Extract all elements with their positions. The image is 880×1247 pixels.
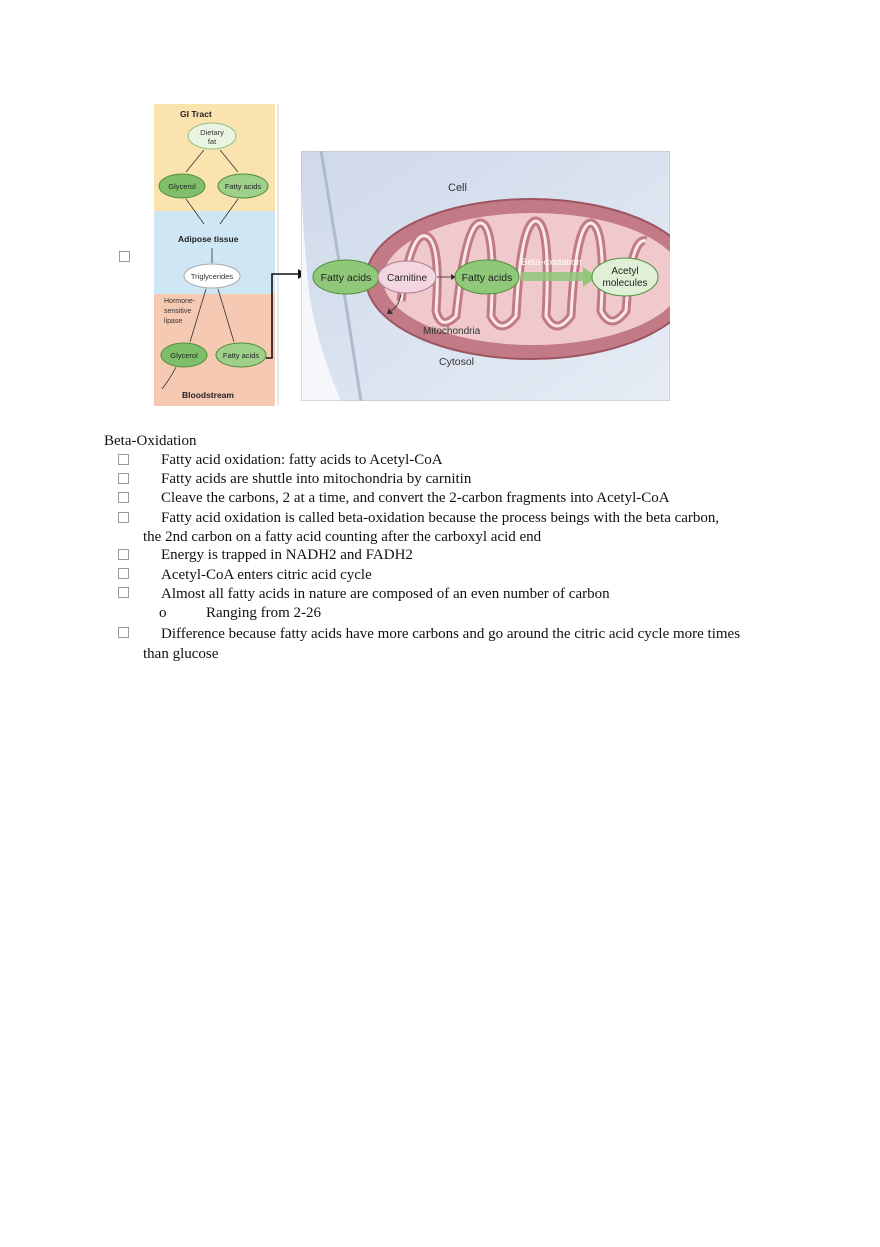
svg-text:molecules: molecules — [602, 278, 648, 289]
sub-bullet-text: Ranging from 2-26 — [206, 605, 321, 621]
bullet-box — [118, 627, 129, 638]
bloodstream-label: Bloodstream — [182, 390, 234, 400]
bullet-box — [119, 251, 130, 262]
bullet-box — [118, 568, 129, 579]
fat-transport-diagram — [154, 104, 280, 406]
bullet-text: Fatty acid oxidation: fatty acids to Acetyl-CoA — [161, 452, 443, 468]
bullet-box — [118, 454, 129, 465]
bullet-box — [118, 587, 129, 598]
bullet-box — [118, 473, 129, 484]
adipose-label: Adipose tissue — [178, 234, 239, 244]
bullet-box — [118, 512, 129, 523]
bullet-text-continued: the 2nd carbon on a fatty acid counting after the carboxyl acid end — [143, 529, 542, 545]
svg-text:Fatty acids: Fatty acids — [224, 182, 262, 191]
mitochondria-diagram — [301, 151, 670, 401]
bullet-box — [118, 549, 129, 560]
cell-label: Cell — [448, 182, 467, 194]
acetyl-molecules-node — [592, 258, 658, 296]
bullet-text: Difference because fatty acids have more carbons and go around the citric acid cycle more times — [161, 626, 741, 642]
svg-text:Triglycerides: Triglycerides — [190, 272, 234, 281]
svg-text:Glycerol: Glycerol — [168, 182, 196, 191]
svg-text:Acetyl: Acetyl — [611, 266, 639, 277]
bullet-text: Almost all fatty acids in nature are composed of an even number of carbon — [161, 586, 610, 602]
bullet-text: Fatty acid oxidation is called beta-oxidation because the process beings with the beta carbon, — [161, 510, 720, 526]
svg-text:lipase: lipase — [164, 318, 183, 325]
bullet-text: Fatty acids are shuttle into mitochondria by carnitin — [161, 471, 472, 487]
svg-text:Hormone-: Hormone- — [164, 298, 196, 305]
sub-bullet-marker: o — [159, 605, 167, 621]
section-heading: Beta-Oxidation — [104, 433, 197, 449]
gi-tract-label: GI Tract — [180, 109, 212, 119]
svg-text:Glycerol: Glycerol — [170, 351, 198, 360]
bullet-text: Cleave the carbons, 2 at a time, and convert the 2-carbon fragments into Acetyl-CoA — [161, 490, 670, 506]
svg-text:sensitive: sensitive — [164, 308, 192, 315]
svg-text:Fatty acids: Fatty acids — [461, 272, 513, 284]
cytosol-label: Cytosol — [439, 356, 475, 368]
bullet-box — [118, 492, 129, 503]
mitochondria-label: Mitochondria — [423, 326, 481, 337]
svg-text:fat: fat — [207, 137, 217, 146]
svg-text:Fatty acids: Fatty acids — [320, 272, 372, 284]
svg-text:Dietary: Dietary — [200, 128, 224, 137]
svg-text:Carnitine: Carnitine — [386, 273, 428, 284]
svg-text:Fatty acids: Fatty acids — [222, 351, 260, 360]
bullet-text: Acetyl-CoA enters citric acid cycle — [161, 567, 372, 583]
bullet-text-continued: than glucose — [143, 646, 219, 662]
beta-oxidation-label: Beta-oxidation — [521, 257, 582, 268]
bullet-text: Energy is trapped in NADH2 and FADH2 — [161, 547, 413, 563]
